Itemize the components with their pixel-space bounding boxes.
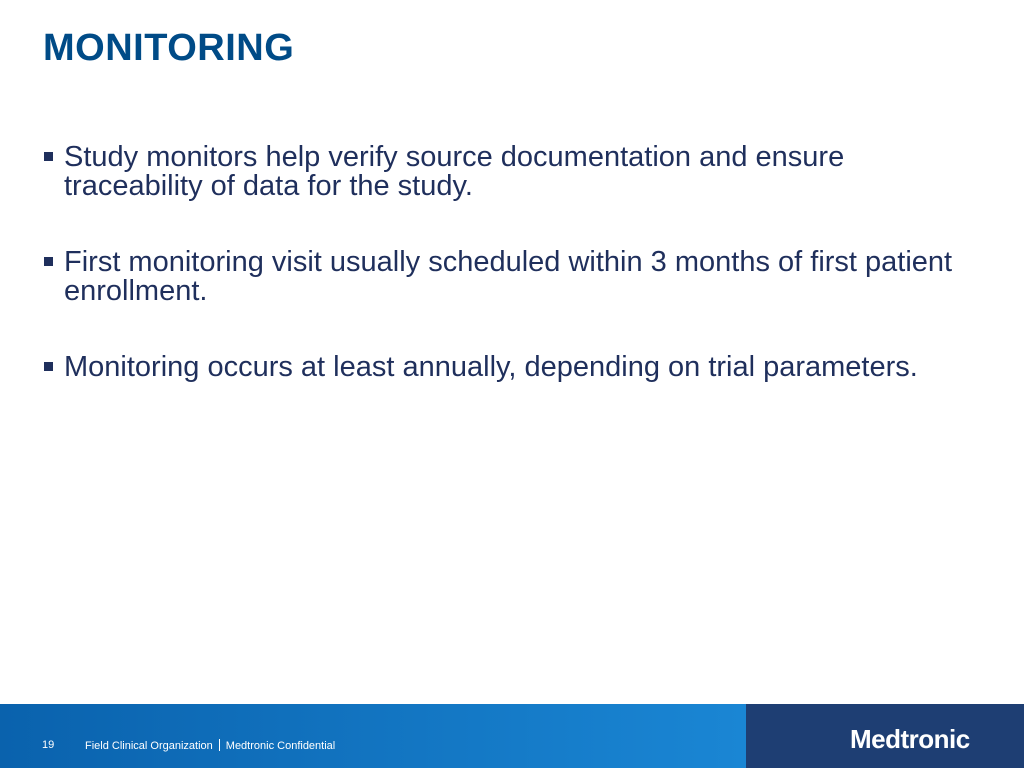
square-bullet-icon — [44, 257, 53, 266]
footer-bar — [0, 704, 1024, 768]
medtronic-logo: Medtronic — [850, 724, 970, 754]
square-bullet-icon — [44, 362, 53, 371]
bullet-text: Monitoring occurs at least annually, depending on trial parameters. — [64, 351, 918, 383]
confidentiality-label: Medtronic Confidential — [225, 740, 336, 752]
footer-info-panel — [0, 704, 746, 768]
square-bullet-icon — [44, 152, 53, 161]
bullet-text: Study monitors help verify source documentation and ensure traceability of data for the study. — [64, 141, 845, 202]
footer-divider — [219, 739, 220, 751]
slide-title: MONITORING — [43, 27, 295, 69]
footer-text — [85, 739, 335, 752]
organization-name: Field Clinical Organization — [85, 740, 213, 752]
bullet-item — [43, 353, 983, 382]
footer-logo-panel — [746, 704, 1024, 768]
bullet-list — [43, 143, 983, 429]
bullet-item — [43, 248, 983, 306]
page-number: 19 — [42, 739, 55, 751]
bullet-text: First monitoring visit usually scheduled within 3 months of first patient enrollment. — [64, 246, 953, 307]
bullet-item — [43, 143, 983, 201]
